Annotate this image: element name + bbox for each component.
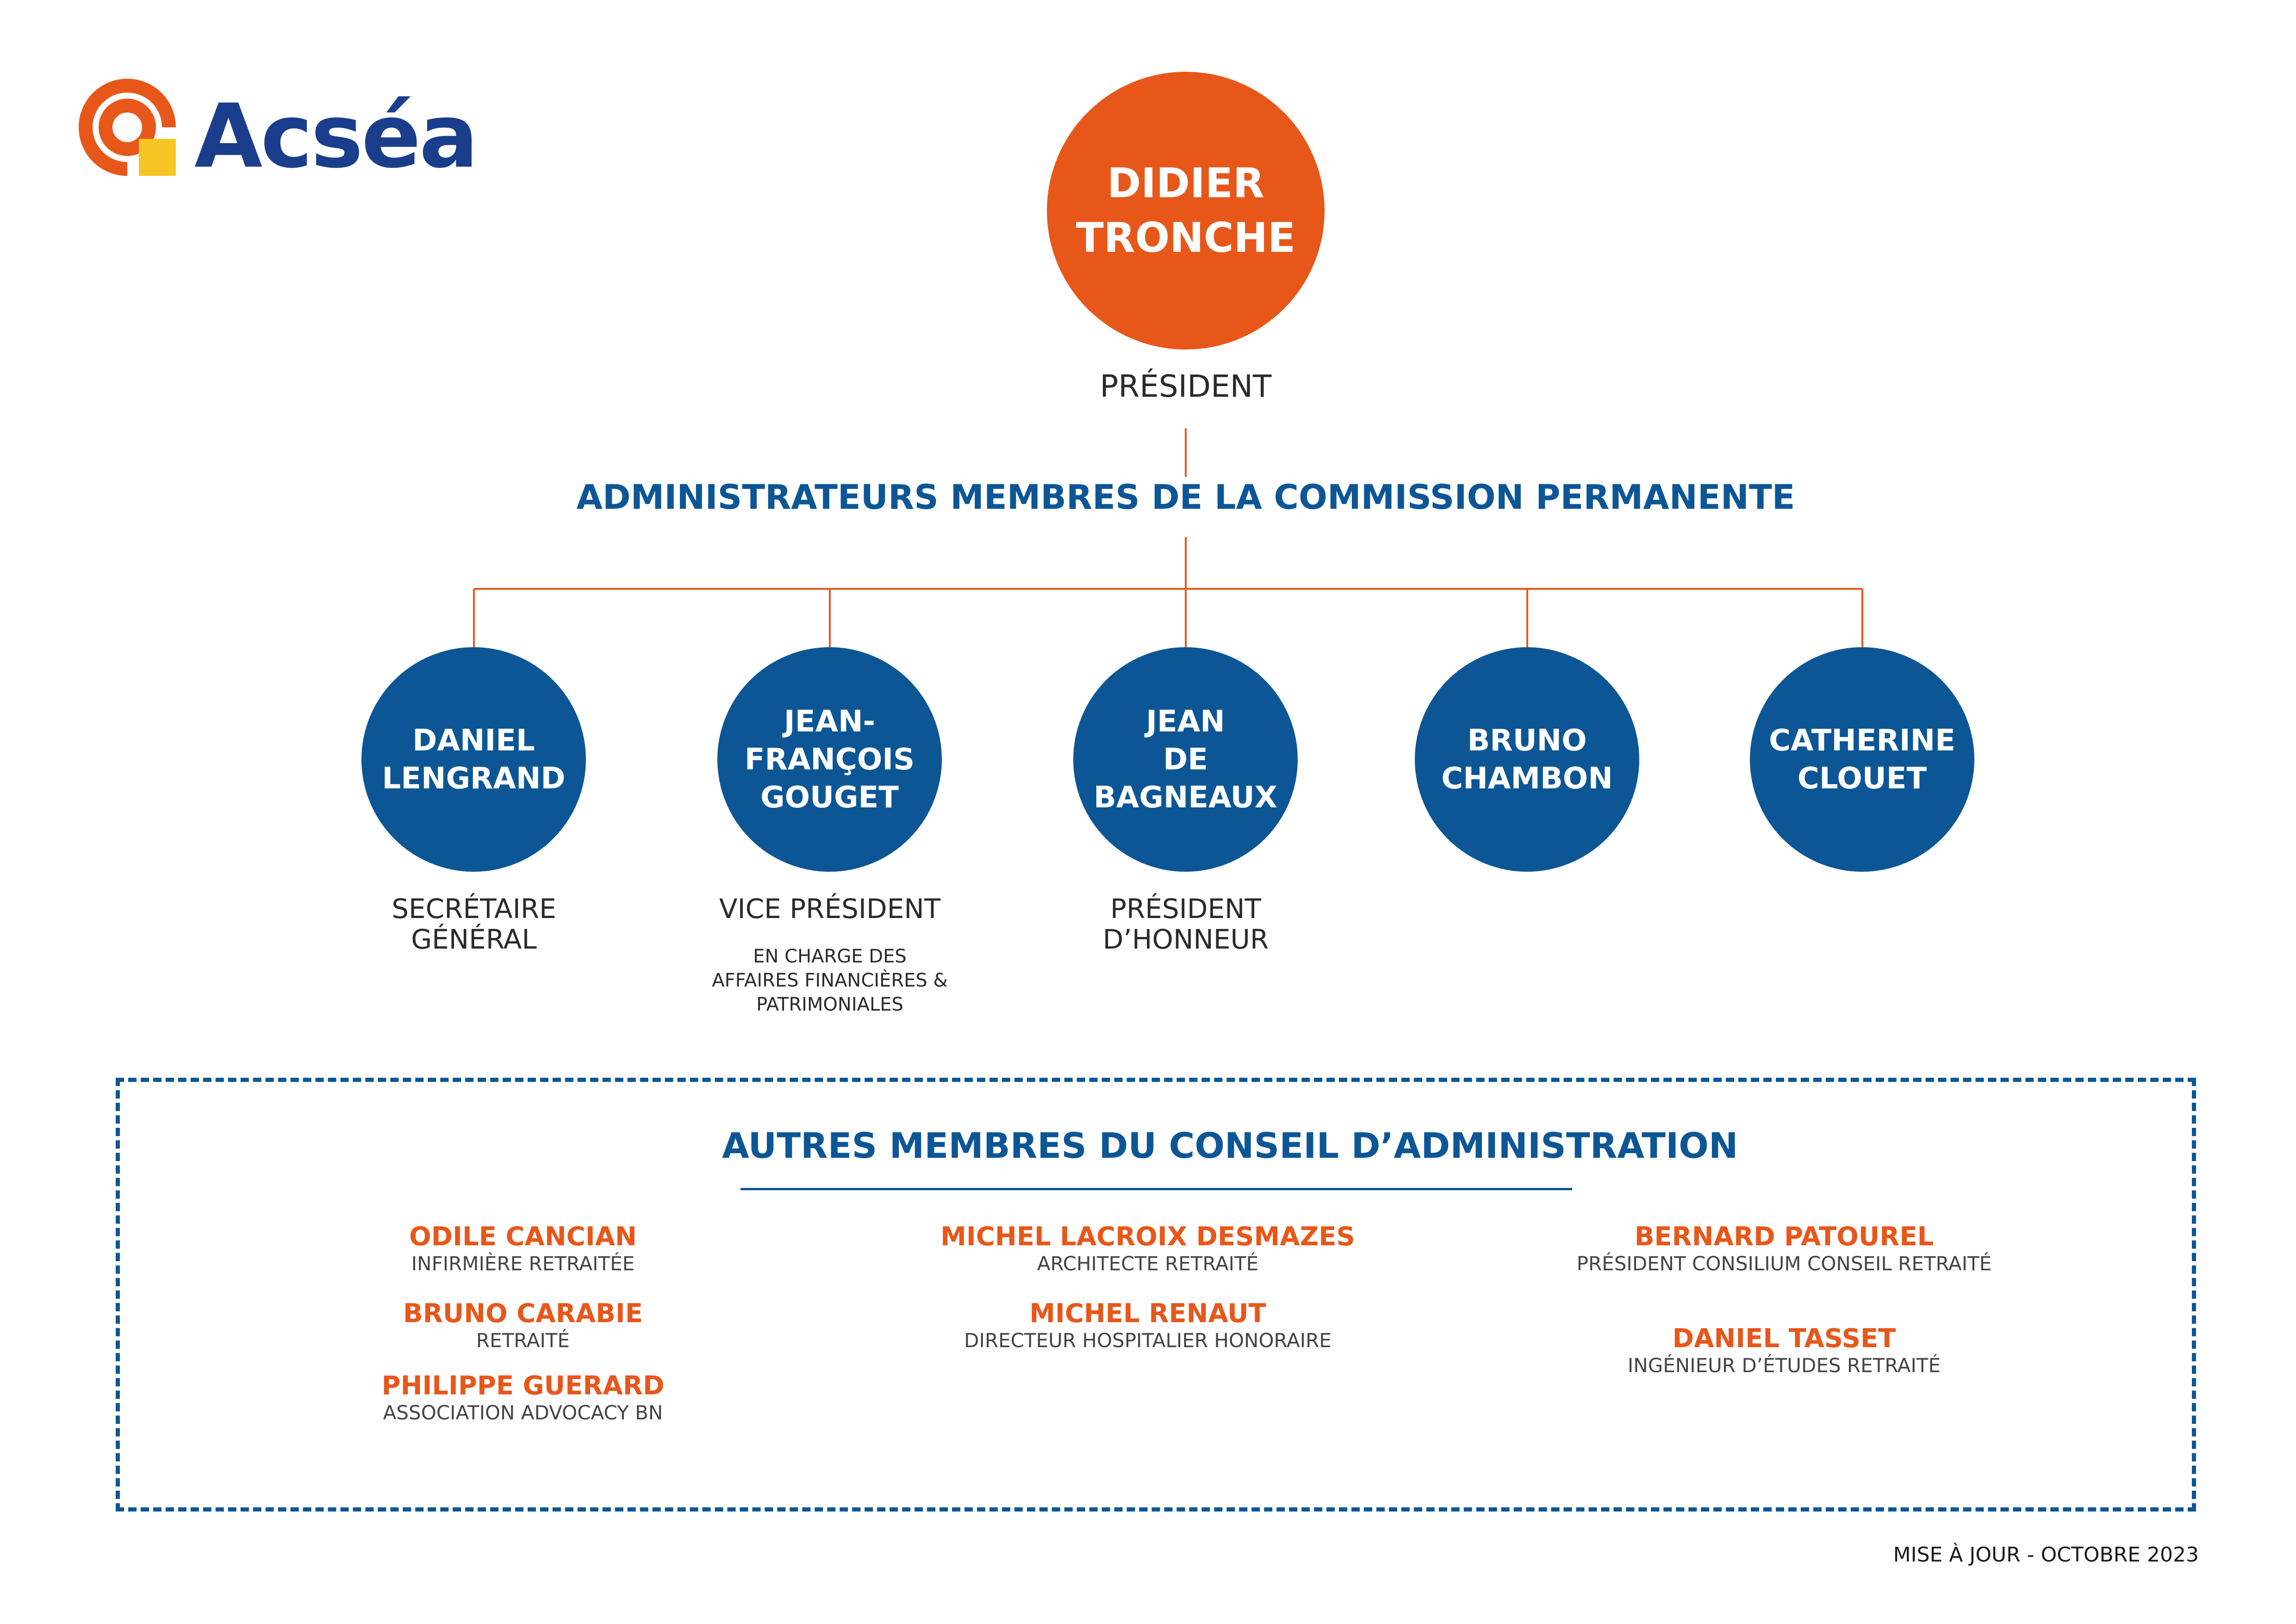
council-member-name: MICHEL RENAUT (1029, 1299, 1266, 1329)
logo-mark-icon (69, 69, 190, 190)
council-member-job: DIRECTEUR HOSPITALIER HONORAIRE (964, 1329, 1332, 1352)
council-member-name: BERNARD PATOUREL (1634, 1222, 1934, 1252)
president-circle (1047, 72, 1325, 350)
member-name: CATHERINE CLOUET (1769, 723, 1955, 796)
council-member (1541, 1222, 2027, 1276)
council-member-name: DANIEL TASSET (1672, 1324, 1896, 1354)
conseil-title-underline (740, 1188, 1572, 1190)
update-date: MISE À JOUR - OCTOBRE 2023 (1893, 1543, 2199, 1567)
council-member-job: PRÉSIDENT CONSILIUM CONSEIL RETRAITÉ (1576, 1252, 1992, 1275)
member-role: SECRÉTAIRE GÉNÉRAL (392, 893, 556, 955)
member-circle-chambon (1415, 647, 1639, 872)
member-role: VICE PRÉSIDENT (719, 893, 941, 924)
council-member-job: INGÉNIEUR D’ÉTUDES RETRAITÉ (1627, 1354, 1941, 1377)
council-member-name: ODILE CANCIAN (409, 1222, 637, 1252)
council-member-job: RETRAITÉ (476, 1329, 570, 1352)
council-member-job: ARCHITECTE RETRAITÉ (1037, 1252, 1259, 1275)
member-circle-bagneaux (1073, 647, 1298, 872)
member-name: JEAN- FRANÇOIS GOUGET (744, 704, 915, 815)
member-name: DANIEL LENGRAND (382, 723, 566, 796)
member-circle-gouget (717, 647, 942, 872)
member-circle-lengrand (361, 647, 586, 872)
council-member (916, 1299, 1379, 1353)
council-member-name: BRUNO CARABIE (403, 1299, 643, 1329)
member-name: BRUNO CHAMBON (1441, 723, 1613, 796)
council-member (1541, 1324, 2027, 1378)
member-name: JEAN DE BAGNEAUX (1094, 704, 1277, 815)
logo-wordmark: Acséa (194, 85, 477, 187)
council-member (292, 1222, 754, 1276)
council-member-name: MICHEL LACROIX DESMAZES (940, 1222, 1355, 1252)
council-member (916, 1222, 1379, 1276)
council-member-job: INFIRMIÈRE RETRAITÉE (411, 1252, 635, 1275)
acsea-logo (69, 69, 504, 190)
president-role: PRÉSIDENT (1100, 369, 1272, 404)
member-role: PRÉSIDENT D’HONNEUR (1102, 893, 1269, 955)
commission-title: ADMINISTRATEURS MEMBRES DE LA COMMISSION PERMANENTE (576, 478, 1795, 517)
president-name: DIDIER TRONCHE (1076, 159, 1296, 262)
conseil-title: AUTRES MEMBRES DU CONSEIL D’ADMINISTRATION (722, 1125, 1738, 1166)
council-member-job: ASSOCIATION ADVOCACY BN (383, 1401, 663, 1424)
council-member (292, 1299, 754, 1353)
council-member (292, 1371, 754, 1425)
member-role-detail: EN CHARGE DES AFFAIRES FINANCIÈRES & PATRIMONIALES (712, 946, 948, 1015)
council-member-name: PHILIPPE GUERARD (381, 1371, 665, 1401)
member-circle-clouet (1750, 647, 1974, 872)
